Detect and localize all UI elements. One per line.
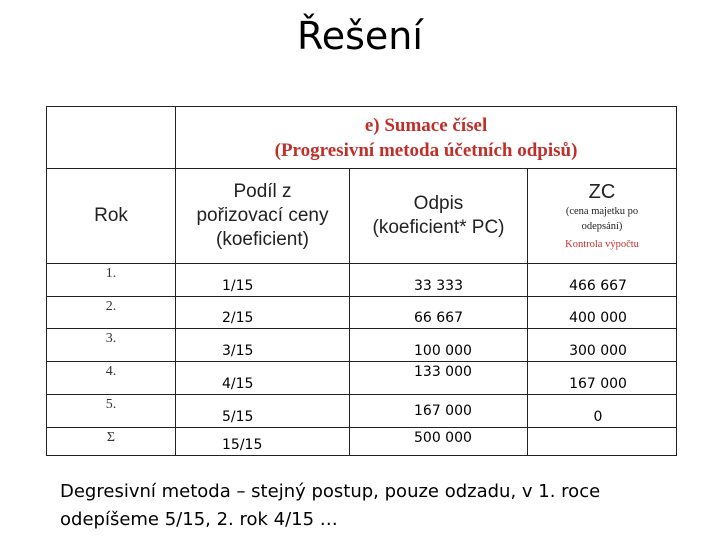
- header-odpis-line2: (koeficient* PC): [372, 217, 505, 238]
- row-podil: 3/15: [176, 329, 350, 362]
- depreciation-table: [46, 106, 677, 456]
- row-podil: 2/15: [176, 297, 350, 329]
- row-podil: 5/15: [176, 395, 350, 428]
- section-title-line2: (Progresivní metoda účetních odpisů): [274, 139, 578, 161]
- header-zc-check: Kontrola výpočtu: [565, 239, 639, 250]
- row-podil-sum: 15/15: [176, 428, 350, 456]
- header-zc-sub2: odepsání): [581, 221, 623, 232]
- header-odpis-line1: Odpis: [413, 193, 464, 214]
- row-zc: 300 000: [528, 329, 677, 362]
- row-rok-sum: Σ: [47, 428, 176, 456]
- header-zc-main: ZC: [588, 181, 616, 203]
- table-row: [47, 297, 677, 329]
- row-rok: 1.: [47, 264, 176, 297]
- table-title-row: [47, 107, 677, 169]
- table-row: [47, 329, 677, 362]
- page-title: Řešení: [297, 14, 423, 58]
- row-rok: 3.: [47, 329, 176, 362]
- row-zc: 466 667: [528, 264, 677, 297]
- table-row: [47, 395, 677, 428]
- empty-corner-cell: [47, 107, 176, 169]
- header-podil-line3: (koeficient): [216, 229, 309, 250]
- row-rok: 2.: [47, 297, 176, 329]
- row-podil: 4/15: [176, 362, 350, 395]
- column-header-row: [47, 169, 677, 264]
- row-odpis: 167 000: [350, 395, 528, 428]
- row-zc: 400 000: [528, 297, 677, 329]
- row-rok: 4.: [47, 362, 176, 395]
- header-odpis: [350, 169, 528, 264]
- row-rok: 5.: [47, 395, 176, 428]
- header-podil-line2: pořizovací ceny: [196, 205, 329, 226]
- table-row: [47, 362, 677, 395]
- header-podil: [176, 169, 350, 264]
- section-title-line1: e) Sumace čísel: [364, 114, 488, 136]
- row-odpis: 133 000: [350, 362, 528, 395]
- section-title: [176, 107, 677, 169]
- row-odpis: 33 333: [350, 264, 528, 297]
- row-zc: 167 000: [528, 362, 677, 395]
- row-podil: 1/15: [176, 264, 350, 297]
- row-odpis: 66 667: [350, 297, 528, 329]
- row-zc-sum: [528, 428, 677, 456]
- row-odpis: 100 000: [350, 329, 528, 362]
- header-podil-line1: Podíl z: [233, 181, 292, 202]
- row-odpis-sum: 500 000: [350, 428, 528, 456]
- table-row-sum: [47, 428, 677, 456]
- row-zc: 0: [528, 395, 677, 428]
- table-row: [47, 264, 677, 297]
- footer-note: Degresivní metoda – stejný postup, pouze odzadu, v 1. roce odepíšeme 5/15, 2. rok 4/15 …: [60, 481, 601, 530]
- header-zc-sub1: (cena majetku po: [565, 206, 639, 217]
- header-zc: [528, 169, 677, 264]
- header-rok: Rok: [47, 169, 176, 264]
